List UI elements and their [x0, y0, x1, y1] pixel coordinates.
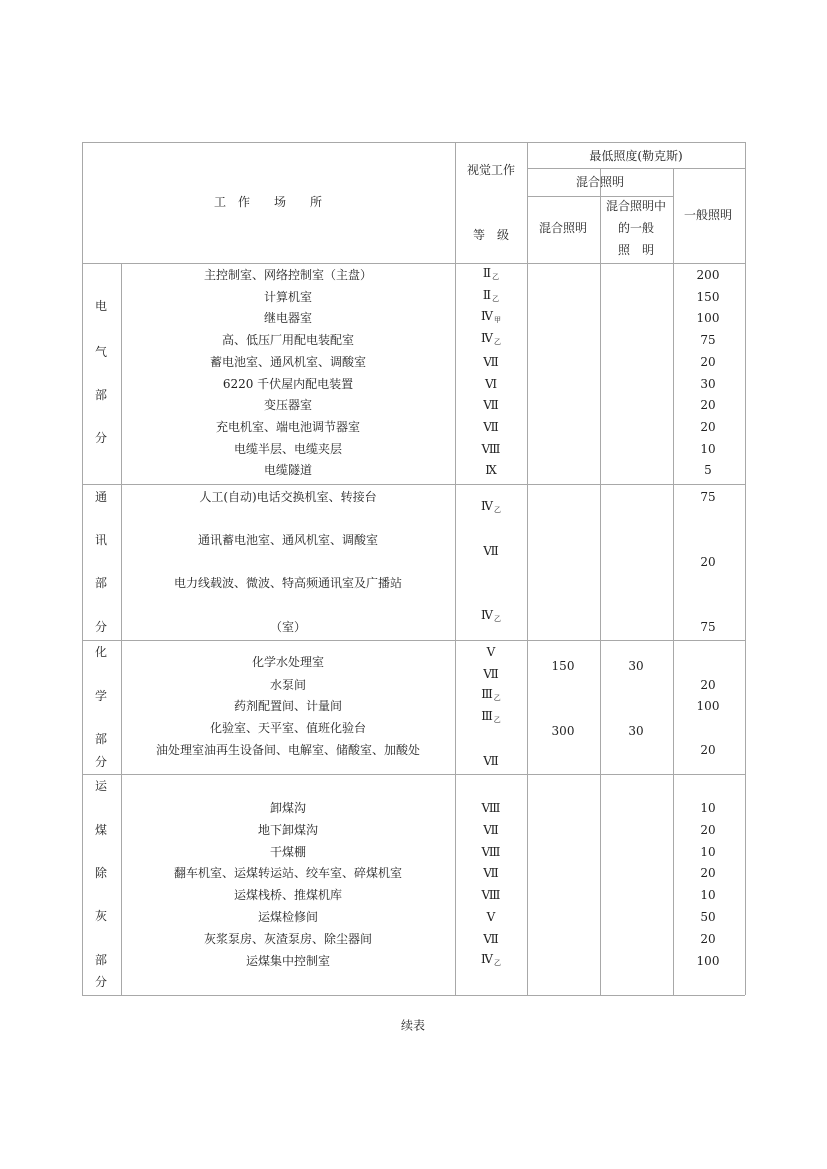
grade-subscript: 乙 [494, 615, 501, 623]
row-place: 卸煤沟 [269, 801, 307, 815]
grade-subscript: 乙 [494, 506, 501, 514]
row-general-lux: 75 [700, 620, 716, 634]
section-name-char: 部 [94, 576, 108, 590]
header-general-lighting: 一般照明 [683, 208, 733, 222]
section-name-char: 部 [94, 732, 108, 746]
row-place: 计算机室 [263, 289, 313, 304]
mixed-general-column-divider [600, 168, 601, 995]
row-grade: Ⅵ [484, 376, 498, 391]
row-general-lux: 200 [696, 268, 720, 282]
row-place: 充电机室、端电池调节器室 [215, 419, 361, 434]
table-top-border [82, 142, 745, 143]
row-place: 地下卸煤沟 [257, 822, 319, 837]
grade-subscript: 乙 [492, 273, 500, 281]
row-grade: $Ⅲ_乙$ [481, 687, 501, 702]
row-place: 电缆半层、电缆夹层 [233, 441, 343, 456]
row-grade: Ⅶ [483, 822, 499, 837]
row-place: 人工(自动)电话交换机室、转接台 [199, 490, 377, 504]
row-place: 水泵间 [269, 678, 307, 692]
row-general-lux: 75 [700, 333, 716, 348]
row-place: 药剂配置间、计量间 [233, 699, 343, 713]
section-name-char: 分 [94, 755, 108, 769]
row-grade: Ⅶ [483, 866, 499, 881]
row-grade: Ⅶ [483, 419, 499, 434]
section-name-divider [121, 263, 122, 995]
header-min-illuminance: 最低照度(勒克斯) [589, 149, 683, 163]
row-general-lux: 10 [700, 801, 716, 815]
row-grade: Ⅶ [483, 354, 499, 369]
row-place: 蓄电池室、通风机室、调酸室 [209, 354, 367, 369]
row-place: 运煤检修间 [257, 910, 319, 924]
row-place: 通讯蓄电池室、通风机室、调酸室 [197, 533, 379, 547]
grade-subscript: 乙 [493, 716, 501, 724]
row-place: 高、低压厂用配电装配室 [221, 333, 355, 348]
header-mixed-general-line3: 照 明 [617, 243, 655, 257]
row-mixed-general-lux: 30 [628, 724, 644, 738]
mixed-column-divider [527, 142, 528, 995]
section-name-char: 部 [94, 388, 108, 402]
row-place: 主控制室、网络控制室（主盘） [203, 268, 373, 282]
row-place: 干煤棚 [269, 844, 307, 859]
row-general-lux: 100 [696, 311, 720, 326]
grade-subscript: 甲 [494, 316, 501, 325]
row-place: 电缆隧道 [263, 463, 313, 478]
section-divider [82, 774, 745, 775]
row-grade: $Ⅱ_乙$ [482, 287, 500, 303]
illuminance-header-divider [527, 168, 745, 169]
row-place: 运煤集中控制室 [245, 953, 331, 968]
grade-subscript: 乙 [492, 294, 500, 303]
row-grade: Ⅷ [481, 844, 501, 859]
row-general-lux: 10 [700, 888, 716, 903]
row-general-lux: 20 [700, 354, 716, 369]
grade-subscript: 乙 [494, 338, 501, 347]
row-grade: Ⅶ [483, 398, 499, 413]
row-place: 继电器室 [263, 311, 313, 326]
row-grade: $Ⅳ_甲$ [481, 309, 501, 325]
row-grade: $Ⅲ_乙$ [481, 709, 501, 724]
row-general-lux: 20 [700, 419, 716, 434]
row-place: 6220 千伏屋内配电装置 [222, 376, 354, 391]
row-general-lux: 100 [696, 699, 720, 713]
header-workplace: 工 作 场 所 [213, 195, 323, 209]
section-name-char: 分 [94, 620, 108, 634]
row-general-lux: 20 [700, 678, 716, 692]
row-general-lux: 20 [700, 555, 716, 569]
row-general-lux: 20 [700, 743, 716, 757]
row-general-lux: 30 [700, 376, 716, 391]
section-name-char: 分 [94, 975, 108, 989]
section-divider [82, 640, 745, 641]
row-general-lux: 5 [704, 463, 712, 478]
row-grade: $Ⅳ_乙$ [481, 331, 501, 347]
mixed-header-divider [527, 196, 673, 197]
row-general-lux: 150 [696, 289, 720, 304]
table-left-border [82, 142, 83, 995]
row-grade: $Ⅳ_乙$ [481, 608, 501, 623]
row-grade: Ⅶ [483, 754, 499, 768]
row-place: 电力线载波、微波、特高频通讯室及广播站 [173, 576, 403, 590]
section-name-char: 讯 [94, 533, 108, 547]
section-name-char: 煤 [94, 823, 108, 837]
row-grade: $Ⅱ_乙$ [482, 266, 500, 281]
row-place: 变压器室 [263, 398, 313, 413]
row-grade: Ⅷ [481, 888, 501, 903]
row-mixed-general-lux: 30 [628, 659, 644, 673]
row-grade: Ⅶ [483, 667, 499, 681]
header-mixed-general-line1: 混合照明中 [605, 199, 667, 213]
grade-subscript: 乙 [493, 694, 501, 702]
row-grade: Ⅷ [481, 441, 501, 456]
header-bottom-border [82, 263, 745, 264]
grade-column-divider [455, 142, 456, 995]
row-general-lux: 20 [700, 866, 716, 881]
row-general-lux: 20 [700, 931, 716, 946]
row-mixed-lux: 300 [551, 724, 575, 738]
row-grade: Ⅴ [486, 645, 496, 659]
section-divider [82, 484, 745, 485]
row-grade: Ⅶ [483, 544, 499, 558]
row-place: 油处理室油再生设备间、电解室、储酸室、加酸处 [155, 743, 421, 757]
row-general-lux: 20 [700, 398, 716, 413]
row-general-lux: 20 [700, 822, 716, 837]
section-name-char: 灰 [94, 909, 108, 923]
row-place: 灰浆泵房、灰渣泵房、除尘器间 [203, 931, 373, 946]
section-name-char: 气 [94, 345, 108, 359]
row-grade: Ⅸ [485, 463, 497, 478]
general-column-divider [673, 168, 674, 995]
row-general-lux: 10 [700, 441, 716, 456]
section-name-char: 部 [94, 953, 108, 967]
section-name-char: 除 [94, 866, 108, 880]
row-general-lux: 50 [700, 910, 716, 924]
table-bottom-border [82, 995, 745, 996]
row-grade: Ⅴ [486, 910, 496, 924]
table-right-border [745, 142, 746, 995]
section-name-char: 分 [94, 431, 108, 445]
header-grade: 等 级 [472, 228, 510, 242]
row-grade: $Ⅳ_乙$ [481, 499, 501, 514]
row-general-lux: 10 [700, 844, 716, 859]
row-grade: Ⅶ [483, 931, 499, 946]
row-general-lux: 100 [696, 953, 720, 968]
row-place: 化学水处理室 [251, 655, 325, 669]
row-grade: $Ⅳ_乙$ [481, 951, 501, 967]
header-mixed-lighting: 混合照明 [575, 175, 625, 189]
header-mixed-general-line2: 的一般 [617, 221, 655, 235]
continued-label: 续表 [400, 1018, 426, 1033]
section-name-char: 运 [94, 779, 108, 793]
section-name-char: 通 [94, 490, 108, 504]
row-place: 运煤栈桥、推煤机库 [233, 888, 343, 903]
grade-subscript: 乙 [494, 958, 501, 967]
section-name-char: 电 [94, 299, 108, 313]
row-place: 化验室、天平室、值班化验台 [209, 721, 367, 735]
row-place: 翻车机室、运煤转运站、绞车室、碎煤机室 [173, 866, 403, 881]
row-mixed-lux: 150 [551, 659, 575, 673]
header-visual-work: 视觉工作 [466, 163, 516, 177]
header-mixed-col: 混合照明 [538, 221, 588, 235]
section-name-char: 学 [94, 689, 108, 703]
section-name-char: 化 [94, 645, 108, 659]
row-grade: Ⅷ [481, 801, 501, 815]
row-place: （室） [269, 620, 307, 634]
row-general-lux: 75 [700, 490, 716, 504]
